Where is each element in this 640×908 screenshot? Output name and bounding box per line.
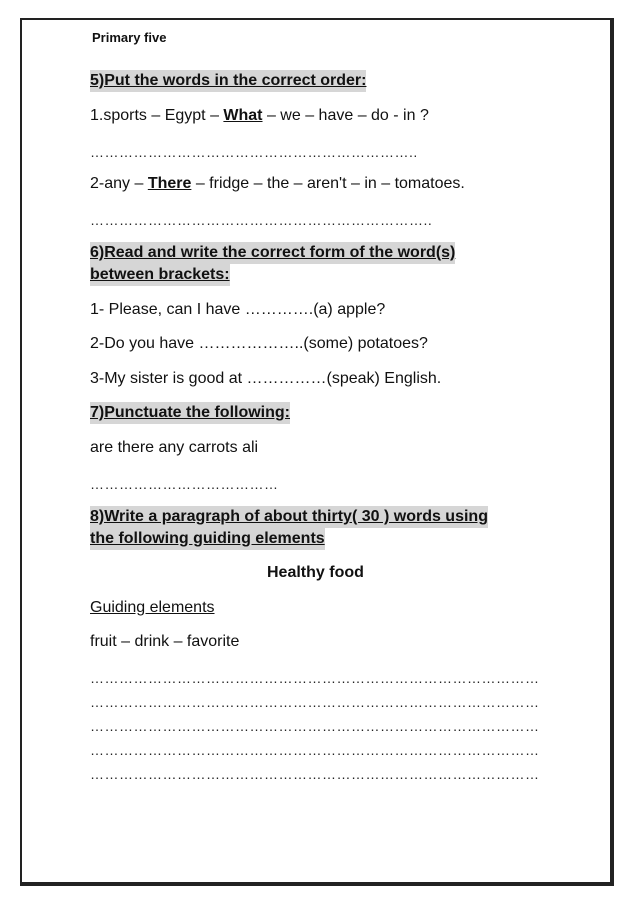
q5-answer-line-2: …………………………………………………………….. xyxy=(90,212,433,228)
q8-writing-line-3: ………………………………………………………………………………… xyxy=(90,718,540,734)
q5-item-1-after: – we – have – do - in ? xyxy=(262,107,429,124)
q8-writing-line-2: ………………………………………………………………………………… xyxy=(90,694,540,710)
grade-label: Primary five xyxy=(92,30,167,45)
worksheet-page xyxy=(20,18,614,886)
q5-item-1 xyxy=(90,106,429,126)
q5-item-2-keyword: There xyxy=(147,175,192,192)
q5-item-2-before: 2-any – xyxy=(90,175,148,192)
q8-guiding-label: Guiding elements xyxy=(90,599,215,616)
q7-title: 7)Punctuate the following: xyxy=(90,402,290,424)
q8-title-line-2: the following guiding elements xyxy=(90,528,325,550)
q5-title: 5)Put the words in the correct order: xyxy=(90,70,366,92)
q6-item-3: 3-My sister is good at ……………(speak) English. xyxy=(90,370,442,387)
q6-title-line-2: between brackets: xyxy=(90,264,230,286)
q7-answer-line: ………………………………… xyxy=(90,476,279,492)
q8-writing-line-1: ………………………………………………………………………………… xyxy=(90,670,540,686)
q7-sentence: are there any carrots ali xyxy=(90,439,259,456)
q6-item-1: 1- Please, can I have ………….(a) apple? xyxy=(90,301,386,318)
q6-item-2: 2-Do you have ………………..(some) potatoes? xyxy=(90,335,428,352)
q8-topic-title: Healthy food xyxy=(267,564,364,581)
q5-item-2 xyxy=(90,174,465,194)
q8-guiding-elements: fruit – drink – favorite xyxy=(90,633,240,650)
q6-title-line-1: 6)Read and write the correct form of the word(s) xyxy=(90,242,455,264)
q8-writing-line-5: ………………………………………………………………………………… xyxy=(90,766,540,782)
q5-answer-line-1: ………………………………………………………….. xyxy=(90,144,418,160)
q5-item-1-keyword: What xyxy=(223,107,263,124)
q8-writing-line-4: ………………………………………………………………………………… xyxy=(90,742,540,758)
q5-item-2-after: – fridge – the – aren't – in – tomatoes. xyxy=(191,175,465,192)
q5-item-1-before: 1.sports – Egypt – xyxy=(90,107,224,124)
q8-title-line-1: 8)Write a paragraph of about thirty( 30 ) words using xyxy=(90,506,488,528)
